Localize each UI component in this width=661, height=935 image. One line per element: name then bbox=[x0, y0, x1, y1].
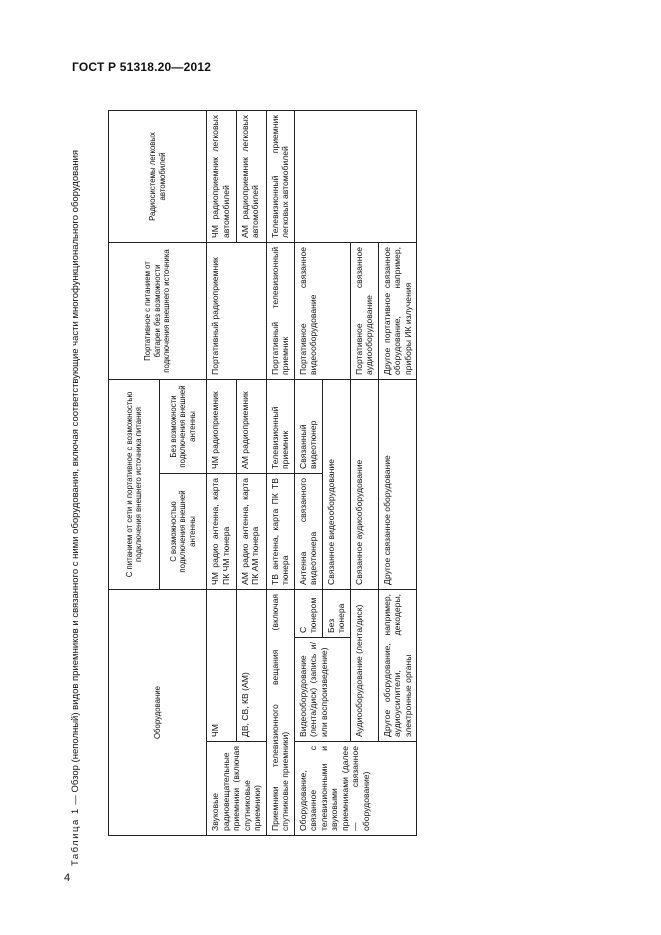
caption-label: Таблица 1 bbox=[70, 807, 81, 866]
cell-tv-ext: ТВ антенна, карта ПК ТВ тюнера bbox=[266, 473, 294, 589]
cell-with-tuner: С тюнером bbox=[294, 589, 322, 637]
caption-text: — Обзор (неполный) видов приемников и связанного с ними оборудования, включая соответствующие части многофункционального оборудования bbox=[70, 149, 81, 808]
cell-video: Видеооборудование (лента/диск) (запись и/или воспроизведение) bbox=[294, 638, 350, 742]
cell-tv-noext: Телевизионный приемник bbox=[266, 379, 294, 473]
header-portable-battery: Портативное с питанием от батареи без возможности подключения внешнего источника bbox=[109, 242, 207, 379]
cell-audio-portable: Портативное связанное аудиооборудование bbox=[350, 242, 378, 379]
cell-video-portable: Портативное связанное видеооборудование bbox=[294, 242, 350, 379]
header-equipment: Оборудование bbox=[109, 589, 207, 835]
cell-am: ДВ, СВ, КВ (АМ) bbox=[236, 589, 266, 741]
cell-video-ant: Антенна связанного видеотюнера bbox=[294, 473, 322, 589]
cell-am-noext: АМ радиоприемник bbox=[236, 379, 266, 473]
cell-sound-receivers: Звуковые радиовещательные приемники (включая спутниковые приемники) bbox=[207, 742, 267, 836]
cell-portable-radio: Портативный радиоприемник bbox=[207, 242, 267, 379]
cell-without-tuner: Без тюнера bbox=[322, 589, 350, 637]
header-without-ext-antenna: Без возможности подключения внешней антенны bbox=[160, 379, 207, 473]
cell-fm: ЧМ bbox=[207, 589, 237, 741]
standard-header: ГОСТ Р 51318.20—2012 bbox=[72, 60, 212, 74]
cell-other-assoc: Другое связанное оборудование bbox=[378, 379, 417, 589]
table-row bbox=[236, 110, 266, 835]
table-row bbox=[294, 110, 322, 835]
cell-empty-car bbox=[294, 110, 417, 242]
cell-tv-car: Телевизионный приемник легковых автомобилей bbox=[266, 110, 294, 242]
cell-am-car: АМ радиоприемник легковых автомобилей bbox=[236, 110, 266, 242]
cell-am-ext: АМ радио антенна, карта ПК АМ тюнера bbox=[236, 473, 266, 589]
cell-video-tuner: Связанный видеотюнер bbox=[294, 379, 322, 473]
cell-fm-noext: ЧМ радиоприемник bbox=[207, 379, 237, 473]
cell-tv-receivers: Приемники телевизионного вещания (включая спутниковые приемники) bbox=[266, 589, 294, 835]
cell-other: Другое оборудование, например, аудиоусилители, декодеры, электронные органы bbox=[378, 589, 417, 741]
cell-audio: Аудиооборудование (лента/диск) bbox=[350, 589, 378, 741]
table-caption bbox=[70, 86, 82, 866]
header-mains-group: С питанием от сети и портативное с возможностью подключения внешнего источника питания bbox=[109, 379, 160, 589]
cell-other-portable: Другое портативное связанное оборудование, например, приборы ИК излучения bbox=[378, 242, 417, 379]
cell-video-assoc: Связанное видеооборудование bbox=[322, 379, 350, 589]
cell-fm-car: ЧМ радиоприемник легковых автомобилей bbox=[207, 110, 237, 242]
header-with-ext-antenna: С возможностью подключения внешней антенны bbox=[160, 473, 207, 589]
table-row bbox=[266, 110, 294, 835]
cell-audio-assoc: Связанное аудиооборудование bbox=[350, 379, 378, 589]
table-row bbox=[207, 110, 237, 835]
receivers-table bbox=[108, 110, 417, 836]
page-number: 4 bbox=[64, 872, 71, 884]
rotated-table-area bbox=[70, 86, 595, 866]
cell-fm-ext: ЧМ радио антенна, карта ПК ЧМ тюнера bbox=[207, 473, 237, 589]
cell-assoc: Оборудование, связанное с телевизионными и звуковыми приемниками (далее — связанное оборудование) bbox=[294, 742, 417, 836]
header-car-radio: Радиосистемы легковых автомобилей bbox=[109, 110, 207, 242]
cell-tv-portable: Портативный телевизионный приемник bbox=[266, 242, 294, 379]
